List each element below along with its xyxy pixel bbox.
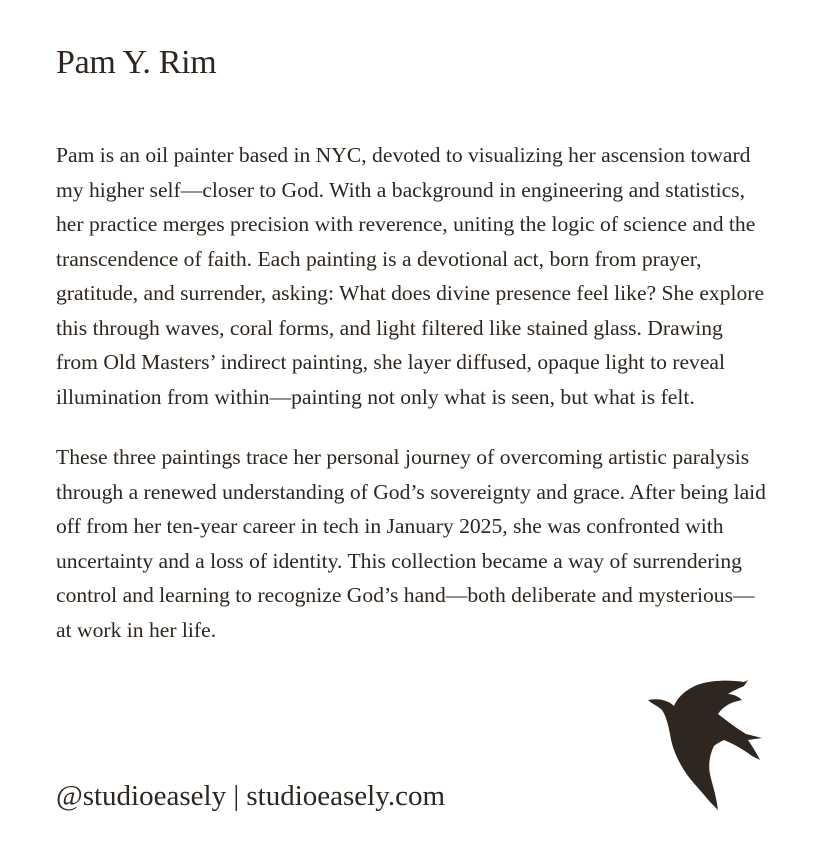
swallow-bird-icon [644,676,768,816]
artist-statement-body [56,138,768,673]
statement-paragraph-1: Pam is an oil painter based in NYC, devoted to visualizing her ascension toward my higher self—closer to God. With a background in engineering and statistics, her practice merges precision with reverence, uniting the logic of science and the transcendence of faith. Each painting is a devotional act, born from prayer, gratitude, and surrender, asking: What does divine presence feel like? She explore this through waves, coral forms, and light filtered like stained glass. Drawing from Old Masters’ indirect painting, she layer diffused, opaque light to reveal illumination from within—painting not only what is seen, but what is felt. [56,143,765,409]
statement-paragraph-2: These three paintings trace her personal journey of overcoming artistic paralysis through a renewed understanding of God’s sovereignty and grace. After being laid off from her ten-year career in tech in January 2025, she was confronted with uncertainty and a loss of identity. This collection became a way of surrendering control and learning to recognize God’s hand—both deliberate and mysterious—at work in her life. [56,445,766,642]
social-handle-footer: @studioeasely | studioeasely.com [56,780,446,812]
artist-name-title: Pam Y. Rim [56,44,217,81]
